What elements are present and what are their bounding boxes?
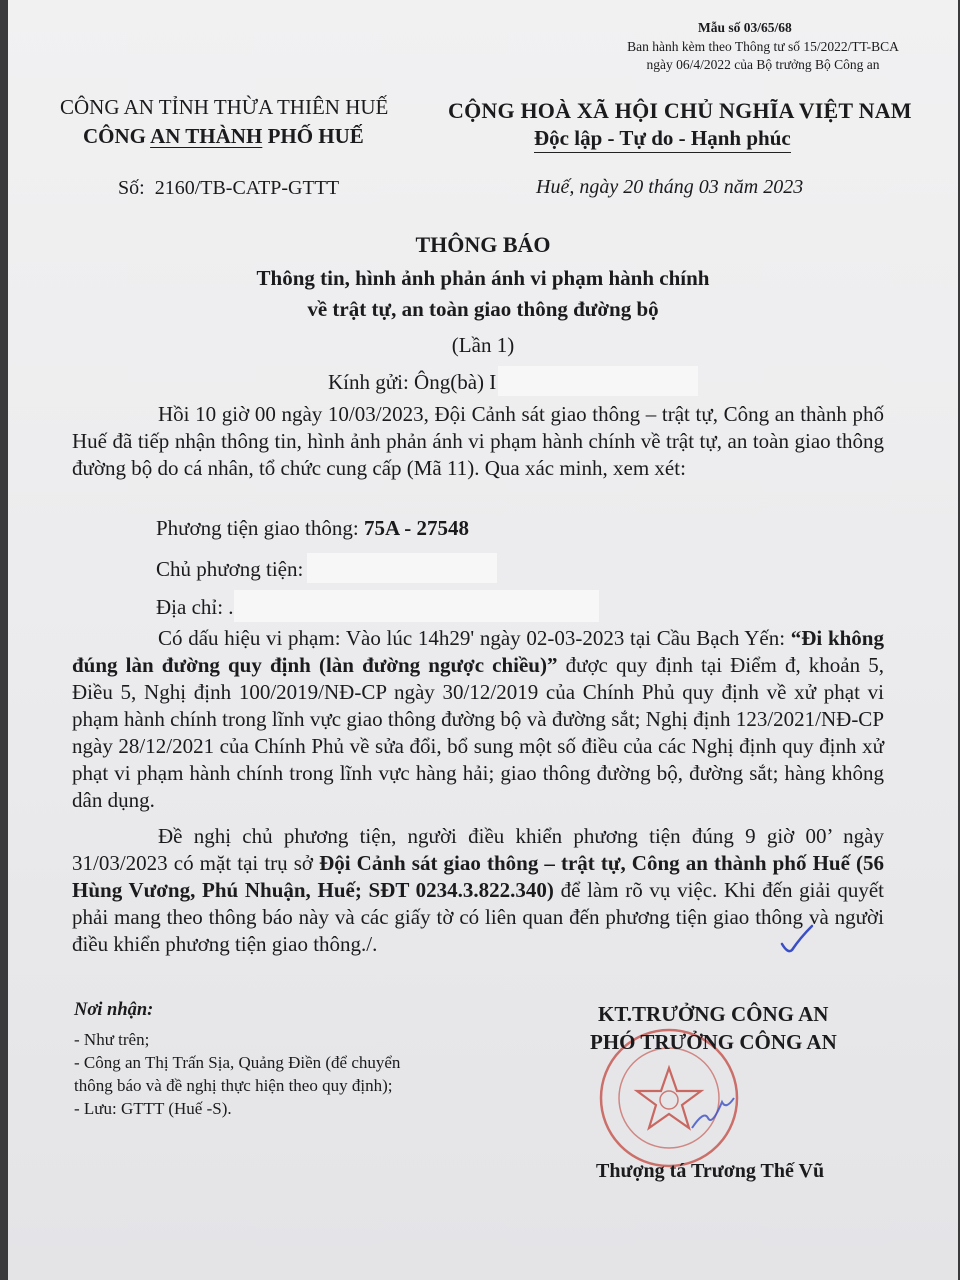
recipients-item: - Công an Thị Trấn Sịa, Quảng Điền (để chuyển bbox=[74, 1053, 401, 1072]
issuance-line-1: Ban hành kèm theo Thông tư số 15/2022/TT-BCA bbox=[627, 39, 899, 54]
document-number bbox=[118, 177, 339, 200]
vehicle-label: Phương tiện giao thông: bbox=[156, 516, 364, 540]
document-subtitle-1: Thông tin, hình ảnh phản ánh vi phạm hành chính bbox=[256, 266, 710, 290]
issuance-note bbox=[573, 38, 953, 74]
request-location: Đội Cảnh sát giao thông – trật tự, Công an thành phố Huế (56 Hùng Vương, Phú Nhuận, Huế; SĐT 0234.3.822.340) bbox=[72, 851, 884, 902]
signatory-authority: KT.TRƯỞNG CÔNG AN bbox=[598, 1002, 829, 1026]
recipient-line bbox=[328, 366, 698, 396]
recipients-item: - Lưu: GTTT (Huế -S). bbox=[74, 1099, 232, 1118]
issuing-organization bbox=[83, 124, 364, 149]
signatory-position: PHÓ TRƯỞNG CÔNG AN bbox=[590, 1030, 837, 1054]
notice-count: (Lần 1) bbox=[451, 333, 515, 357]
org-prefix: CÔNG bbox=[83, 124, 151, 148]
recipients-item: - Như trên; bbox=[74, 1030, 150, 1049]
place-and-date: Huế, ngày 20 tháng 03 năm 2023 bbox=[536, 176, 804, 198]
issuance-line-2: ngày 06/4/2022 của Bộ trưởng Bộ Công an bbox=[646, 57, 880, 72]
violation-legal-basis: được quy định tại Điểm đ, khoản 5, Điều 5, Nghị định 100/2019/NĐ-CP ngày 30/12/2019 của Chính Phủ quy định về xử phạt vi phạm hành chính trong lĩnh vực giao thông đường bộ và đường sắt; Nghị định 123/2021/NĐ-CP ngày 28/12/2021 của Chính Phủ về sửa đổi, bổ sung một số điều của các Nghị định quy định xử phạt vi phạm hành chính trong lĩnh vực hàng hải; giao thông đường bộ, đường sắt; hàng không dân dụng. bbox=[72, 653, 884, 812]
paragraph-reception: Hồi 10 giờ 00 ngày 10/03/2023, Đội Cảnh sát giao thông – trật tự, Công an thành phố Huế đã tiếp nhận thông tin, hình ảnh phản ánh vi phạm hành chính về trật tự, an toàn giao thông đường bộ do cá nhân, tổ chức cung cấp (Mã 11). Qua xác minh, xem xét: bbox=[72, 402, 884, 480]
national-title: CỘNG HOÀ XÃ HỘI CHỦ NGHĨA VIỆT NAM bbox=[448, 98, 912, 123]
violation-intro: Có dấu hiệu vi phạm: Vào lúc 14h29' ngày 02-03-2023 tại Cầu Bạch Yến: bbox=[158, 626, 791, 650]
vehicle-line bbox=[156, 516, 469, 541]
owner-line bbox=[156, 553, 497, 583]
document-subtitle-2: về trật tự, an toàn giao thông đường bộ bbox=[307, 297, 659, 321]
request-intro: Đề nghị chủ phương tiện, người điều khiển phương tiện đúng 9 giờ 00’ ngày 31/03/2023 có mặt tại trụ sở bbox=[72, 824, 884, 875]
redacted-address bbox=[234, 590, 599, 622]
violation-description: “Đi không đúng làn đường quy định (làn đường ngược chiều)” bbox=[72, 626, 884, 677]
national-motto: Độc lập - Tự do - Hạnh phúc bbox=[534, 126, 791, 153]
parent-organization: CÔNG AN TỈNH THỪA THIÊN HUẾ bbox=[60, 95, 389, 119]
document-page bbox=[8, 0, 958, 1280]
owner-label: Chủ phương tiện: bbox=[156, 557, 304, 581]
form-number: Mẫu số 03/65/68 bbox=[698, 20, 792, 35]
document-number-value: 2160/TB-CATP-GTTT bbox=[154, 177, 340, 199]
address-line bbox=[156, 590, 599, 622]
paragraph-request bbox=[72, 823, 884, 958]
signatory-name: Thượng tá Trương Thế Vũ bbox=[596, 1160, 825, 1182]
org-suffix: PHỐ HUẾ bbox=[262, 124, 364, 148]
org-underlined: AN THÀNH bbox=[150, 124, 263, 148]
redacted-recipient-name bbox=[498, 366, 698, 396]
recipient-label: Kính gửi: Ông(bà) I bbox=[328, 370, 497, 394]
document-title: THÔNG BÁO bbox=[415, 232, 551, 257]
pen-checkmark bbox=[778, 920, 818, 960]
request-rest: để làm rõ vụ việc. Khi đến giải quyết phải mang theo thông báo này và các giấy tờ có liên quan đến phương tiện giao thông và người điều khiển phương tiện giao thông./. bbox=[72, 878, 884, 956]
document-number-label: Số: bbox=[118, 177, 145, 199]
recipients-item: thông báo và đề nghị thực hiện theo quy định); bbox=[74, 1076, 393, 1095]
paragraph-violation bbox=[72, 625, 884, 814]
recipients-heading: Nơi nhận: bbox=[74, 1000, 154, 1020]
redacted-owner bbox=[307, 553, 497, 583]
address-label: Địa chỉ: . bbox=[156, 595, 234, 619]
vehicle-plate: 75A - 27548 bbox=[363, 516, 469, 540]
